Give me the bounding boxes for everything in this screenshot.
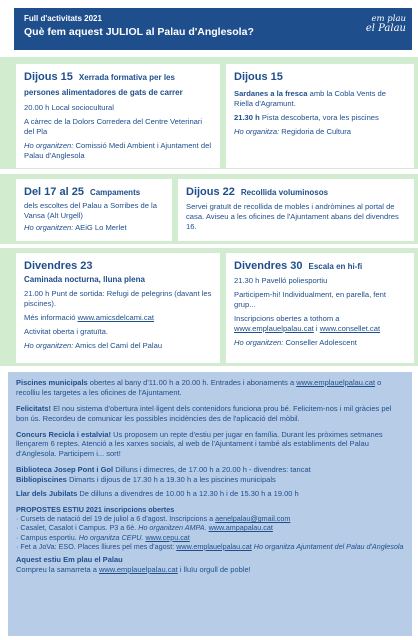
- piscines-text: obertes al bany d'11.00 h a 20.00 h. Entrades i abonaments a: [89, 378, 295, 387]
- event-organizers: [24, 341, 212, 351]
- event-organizers: [24, 141, 212, 161]
- link-separator: i: [313, 323, 320, 333]
- propostes-heading: PROPOSTES ESTIU 2021: [16, 504, 102, 514]
- header-title: Què fem aquest JULIOL al Palau d'Anglesola?: [24, 26, 254, 38]
- event-date: Divendres 23: [24, 260, 93, 272]
- estiu-text-2: i lluïu orgull de poble!: [179, 564, 251, 574]
- proposta-casalet: · Casalet, Casalot i Campus. P3 a 6è.: [16, 523, 137, 533]
- piscines-heading: Piscines municipals: [16, 378, 88, 387]
- event-organizers: [234, 127, 406, 137]
- event-title: Xerrada formativa per les persones alimentadores de gats de carrer: [24, 73, 183, 97]
- piscines-link[interactable]: www.emplauelpalau.cat: [296, 378, 376, 387]
- event-description: dels escoltes del Palau a Sorribes de la Vansa (Alt Urgell): [24, 200, 157, 220]
- org-label: Ho organitzen:: [24, 341, 74, 351]
- event-place: Pista descoberta, vora les piscines: [261, 112, 379, 122]
- event-registration: [234, 314, 406, 334]
- proposta-casalet-org: Ho organitzen AMPA.: [138, 523, 207, 533]
- logo-line-2: el Palau: [365, 23, 406, 34]
- jova-link[interactable]: www.emplauelpalau.cat: [176, 541, 252, 551]
- event-note: Activitat oberta i gratuïta.: [24, 327, 108, 337]
- samarreta-link[interactable]: www.emplauelpalau.cat: [98, 564, 178, 574]
- consellet-link[interactable]: www.consellet.cat: [319, 323, 381, 333]
- org-name: Amics del Camí del Palau: [75, 341, 163, 351]
- cepu-link[interactable]: www.cepu.cat: [145, 532, 190, 542]
- event-time: [234, 113, 406, 123]
- event-date: Dijous 15: [24, 71, 73, 83]
- proposta-jova: · Fet a JoVa: ESO. Places lliures pel mes d'agost:: [16, 541, 175, 551]
- event-more-info: [24, 313, 212, 323]
- concurs-heading: Concurs Recicla i estalvia!: [16, 429, 112, 439]
- event-heading: [24, 70, 212, 99]
- ampapalau-link[interactable]: www.ampapalau.cat: [208, 523, 273, 533]
- event-time-bold: 21.30 h: [234, 112, 260, 122]
- em-plau-el-palau-logo: [362, 14, 406, 44]
- event-title: Escala en hi-fi: [308, 262, 363, 271]
- org-label: Ho organitzen:: [24, 141, 74, 151]
- biblioteca-text: Dilluns i dimecres, de 17.00 h a 20.00 h - divendres: tancat: [115, 465, 311, 475]
- estiu-text: Compreu la samarreta a: [16, 564, 97, 574]
- event-card-dijous-15-sardanes: [226, 64, 414, 168]
- org-label: Ho organitzen:: [234, 337, 284, 347]
- estiu-heading: Aquest estiu Em plau el Palau: [16, 555, 123, 564]
- org-name: Comissió Medi Ambient i Ajuntament del Palau d'Anglesola: [24, 141, 212, 161]
- concurs-text: Us proposem un repte d'estiu per jugar en família. Durant les pròximes setmanes llençarem 6 reptes. Atenció a les xarxes socials, al web de l'Ajuntament i també als establiments del Palau d'Anglesola. Participem i... sort!: [16, 429, 383, 459]
- event-title-bold: Sardanes a la fresca: [234, 88, 308, 98]
- header-banner: [14, 8, 412, 50]
- emplauelpalau-link[interactable]: www.emplauelpalau.cat: [234, 323, 314, 333]
- felicitats-text: El nou sistema d'obertura intel·ligent dels contenidors funciona prou bé. Felicitem-nos i mil gràcies pel bon ús. Recordeu de comunicar les possibles incidències des de l'aplicació del mòbil.: [16, 403, 392, 423]
- llar-heading: Llar dels Jubilats: [16, 489, 78, 499]
- biblioteca-heading: Biblioteca Josep Pont i Gol: [16, 465, 114, 475]
- llar-text: De dilluns a divendres de 10.00 h a 12.30 h i de 15.30 h a 19.00 h: [79, 489, 299, 499]
- event-card-campaments: [16, 179, 172, 241]
- logo-line-1: em plau: [371, 14, 406, 24]
- piscines-text-2: o recolliu les targetes a les oficines de l'Ajuntament.: [16, 378, 382, 397]
- org-name: AEiG Lo Merlet: [75, 222, 127, 232]
- event-date: Dijous 15: [234, 71, 283, 83]
- info-biblioteca: [16, 465, 404, 485]
- info-concurs: [16, 430, 404, 460]
- event-title: Campaments: [89, 188, 141, 197]
- info-box: [8, 372, 412, 636]
- event-heading: [234, 259, 406, 274]
- event-description: Participem-hi! Individualment, en parella, fent grup...: [234, 289, 386, 309]
- event-card-caminada: [16, 253, 220, 363]
- proposta-campus: · Campus esportiu.: [16, 532, 77, 542]
- registration-label: Inscripcions obertes a tothom a: [234, 313, 340, 323]
- event-title-rest: amb la Cobla Vents de Riella d'Agramunt.: [234, 88, 387, 108]
- event-time: 20.00 h Local sociocultural: [24, 103, 114, 113]
- event-time: 21.00 h Punt de sortida: Refugi de pelegrins (davant les piscines).: [24, 289, 212, 309]
- bibliopiscines-text: Dimarts i dijous de 17.30 h a 19.30 h a les piscines municipals: [68, 475, 276, 485]
- org-name: Regidoria de Cultura: [281, 126, 351, 136]
- info-felicitats: [16, 404, 404, 424]
- felicitats-heading: Felicitats!: [16, 403, 52, 413]
- event-organizers: [24, 223, 164, 233]
- event-title: Recollida voluminosos: [240, 188, 329, 197]
- aenelpalau-email-link[interactable]: aenelpalau@gmail.com: [215, 514, 291, 524]
- event-card-recollida: [178, 179, 414, 241]
- event-description: A càrrec de la Dolors Corredera del Centre Veterinari del Pla: [24, 117, 203, 137]
- event-card-escala-hifi: [226, 253, 414, 363]
- header-subtitle: Full d'activitats 2021: [24, 14, 102, 23]
- amicsdelcami-link[interactable]: www.amicsdelcami.cat: [77, 313, 154, 323]
- more-info-label: Més informació: [24, 313, 76, 323]
- org-label: Ho organitzen:: [24, 222, 74, 232]
- event-organizers: [234, 338, 406, 348]
- info-piscines: [16, 378, 404, 398]
- propostes-subheading: inscripcions obertes: [103, 504, 175, 514]
- event-title: Caminada nocturna, lluna plena: [24, 274, 145, 284]
- event-heading: [186, 185, 406, 200]
- event-date: Del 17 al 25: [24, 186, 84, 198]
- info-estiu: [16, 555, 404, 575]
- event-date: Dijous 22: [186, 186, 235, 198]
- info-propostes: [16, 505, 404, 551]
- event-card-dijous-15-xerrada: [16, 64, 220, 168]
- bibliopiscines-heading: Bibliopiscines: [16, 475, 67, 485]
- event-time: 21.30 h Pavelló poliesportiu: [234, 275, 328, 285]
- proposta-campus-org: Ho organitza CEPU.: [78, 532, 144, 542]
- org-name: Conseller Adolescent: [285, 337, 357, 347]
- proposta-natacio: · Cursets de natació del 19 de juliol a 6 d'agost. Inscripcions a: [16, 514, 214, 524]
- event-description: Servei gratuït de recollida de mobles i andròmines al portal de casa. Aviseu a les oficines de l'Ajuntament abans del divendres 16.: [186, 201, 399, 231]
- info-llar: [16, 489, 404, 499]
- event-heading: [24, 185, 164, 200]
- event-title: [234, 89, 406, 109]
- org-label: Ho organitza:: [234, 126, 280, 136]
- event-date: Divendres 30: [234, 260, 303, 272]
- proposta-jova-org: Ho organitza Ajuntament del Palau d'Anglesola: [253, 541, 404, 551]
